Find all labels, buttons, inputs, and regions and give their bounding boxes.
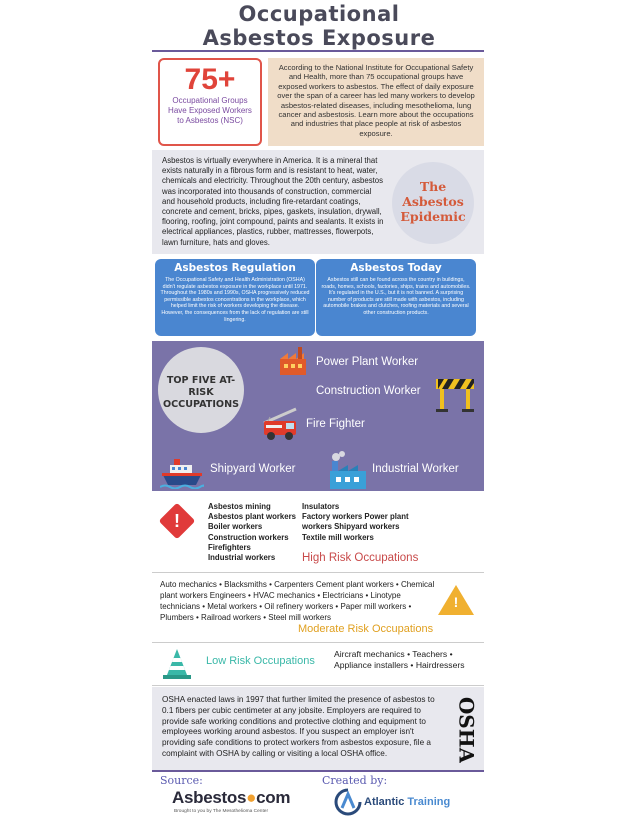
top-five-heading-line-1: TOP FIVE AT-RISK: [166, 375, 236, 398]
low-risk-section: [152, 642, 484, 686]
stat-number: 75+: [184, 63, 236, 96]
moderate-risk-section: Auto mechanics • Blacksmiths • Carpenters Cement plant workers • Chemical plant workers Engineers • HVAC mechanics • Electricians • Linotype technicians • Metal workers • Oil refinery workers • Paper mill workers • Plumbers • Railroad workers • Steel mill workers ! Moderate Risk Occupations: [152, 572, 484, 644]
source-label: Source:: [160, 774, 203, 787]
epidemic-panel: [152, 150, 484, 254]
epidemic-text: Asbestos is virtually everywhere in America. It is a mineral that exists naturally in a fibrous form and is resistant to heat, water, chemicals and electricity. Throughout the 20th century, asbestos was incorporated into thousands of construction, commercial and household products, including fire-retardant coatings, concrete and cement, bricks, pipes, gaskets, insulation, drywall, flooring, roofing, joint compound, paints and sealants. It exists in electrical appliances, plastics, rubber, mattresses, flowerpots, lawn furniture, hats and gloves.: [162, 156, 384, 247]
top-five-heading-line-2: OCCUPATIONS: [162, 399, 240, 410]
title-divider: [152, 50, 484, 52]
occupation-power-plant: Power Plant Worker: [316, 356, 419, 368]
epidemic-heading-line-3: Epidemic: [400, 209, 466, 224]
occupation-fire-fighter: Fire Fighter: [306, 418, 365, 430]
moderate-risk-caption: Moderate Risk Occupations: [298, 623, 434, 635]
niosh-intro-text: According to the National Institute for Occupational Safety and Health, more than 75 occupational groups have exposed workers to asbestos. The effect of daily exposure over the span of a career has led many workers to develop asbestos-related diseases, including mesothelioma, lung cancer and asbestosis. Learn more about the occupations and industries that place people at risk of asbestos exposure.: [277, 63, 475, 138]
top-five-heading-circle: [158, 347, 244, 433]
list-item: Factory workers Power plant: [302, 512, 409, 522]
stat-label: Occupational Groups Have Exposed Workers to Asbestos (NSC): [168, 96, 252, 125]
top-five-panel: [152, 341, 484, 491]
list-item: Insulators: [302, 502, 340, 511]
osha-logo-text: OSHA: [454, 697, 478, 763]
high-risk-list-2: [302, 502, 409, 543]
training-logo-text: Training: [407, 796, 451, 808]
low-risk-caption: Low Risk Occupations: [206, 655, 315, 667]
stat-box: [158, 58, 262, 146]
list-item: Boiler workers: [208, 522, 263, 532]
logo-dot-icon: ●: [246, 788, 257, 807]
regulation-text: The Occupational Safety and Health Administration (OSHA) didn't regulate asbestos exposure in the workplace until 1971. Throughout the 1980s and 1990s, OSHA progressively reduced permissible asbestos concentrations in the workplace, which helped limit the risk of workers developing the disease. However, the consequences from the lack of regulation are still lingering.: [160, 277, 310, 323]
footer-divider: [152, 770, 484, 772]
osha-panel: [152, 687, 484, 771]
atlantic-logo-text: Atlantic: [364, 796, 405, 808]
list-item: Asbestos mining: [208, 502, 271, 511]
industrial-plant-icon: [328, 451, 368, 489]
regulation-heading: Asbestos Regulation: [174, 262, 296, 274]
occupation-shipyard: Shipyard Worker: [210, 463, 296, 475]
list-item: Asbestos plant workers: [208, 512, 296, 522]
title-line-2: Asbestos Exposure: [202, 26, 436, 50]
list-item: Textile mill workers: [302, 532, 374, 542]
asbestos-com-logo[interactable]: [172, 788, 290, 808]
niosh-intro-box: [268, 58, 484, 146]
atlantic-training-logo[interactable]: [364, 796, 450, 808]
today-text: Asbestos still can be found across the country in buildings, roads, homes, schools, factories, ships, trains and automobiles. It's regulated in the U.S., but it is not banned. A surprising number of products are still made with asbestos, including automobile brakes and clutches, roofing materials and several other construction products.: [321, 277, 471, 316]
regulation-card: [155, 259, 315, 336]
factory-icon: [278, 347, 308, 375]
occupation-construction: Construction Worker: [316, 385, 421, 397]
list-item: workers Shipyard workers: [302, 522, 400, 532]
traffic-cone-icon: [160, 647, 194, 681]
page-title: [0, 2, 638, 50]
created-by-label: Created by:: [322, 774, 388, 787]
high-risk-caption: High Risk Occupations: [302, 552, 419, 564]
high-risk-list-1: [208, 502, 296, 563]
list-item: Firefighters: [208, 542, 251, 552]
barricade-icon: [434, 373, 476, 413]
epidemic-heading-line-2: Asbestos: [402, 194, 464, 209]
fire-truck-icon: [260, 407, 300, 441]
low-risk-line-1: Aircraft mechanics • Teachers •: [334, 649, 453, 659]
list-item: Industrial workers: [208, 553, 276, 563]
today-card: [316, 259, 476, 336]
asbestos-logo-subtitle: Brought to you by The Mesothelioma Center: [174, 809, 269, 814]
atlantic-training-icon: [334, 788, 362, 816]
today-heading: Asbestos Today: [350, 262, 442, 274]
list-item: Construction workers: [208, 532, 289, 542]
high-risk-section: ! Asbestos mining Asbestos plant workers Boiler workers Construction workers Firefighters Industrial workers Insulators Factory workers Power plant workers Shipyard workers Textile mill workers High Risk Occupations: [152, 496, 484, 572]
moderate-risk-text: Auto mechanics • Blacksmiths • Carpenters Cement plant workers • Chemical plant workers Engineers • HVAC mechanics • Electricians • Linotype technicians • Metal workers • Oil refinery workers • Paper mill workers • Plumbers • Railroad workers • Steel mill workers: [160, 580, 435, 622]
asbestos-logo-tld: com: [256, 788, 291, 807]
epidemic-heading-circle: [392, 162, 474, 244]
title-line-1: Occupational: [238, 2, 400, 26]
asbestos-logo-text: Asbestos: [172, 788, 247, 807]
epidemic-heading-line-1: The: [419, 179, 447, 194]
low-risk-list: [334, 649, 465, 671]
ship-icon: [160, 457, 204, 489]
occupation-industrial: Industrial Worker: [372, 463, 459, 475]
low-risk-line-2: Appliance installers • Hairdressers: [334, 660, 465, 671]
osha-text: OSHA enacted laws in 1997 that further limited the presence of asbestos to 0.1 fibers per cubic centimeter at any jobsite. Employers are required to provide safe working conditions and protective clothing and equipment to employees working around asbestos. If you suspect an employer isn't providing safe conditions to protect workers from asbestos exposure, file a complaint with OSHA by calling or visiting a local OSHA office.: [162, 695, 435, 758]
osha-logo: [452, 697, 478, 763]
